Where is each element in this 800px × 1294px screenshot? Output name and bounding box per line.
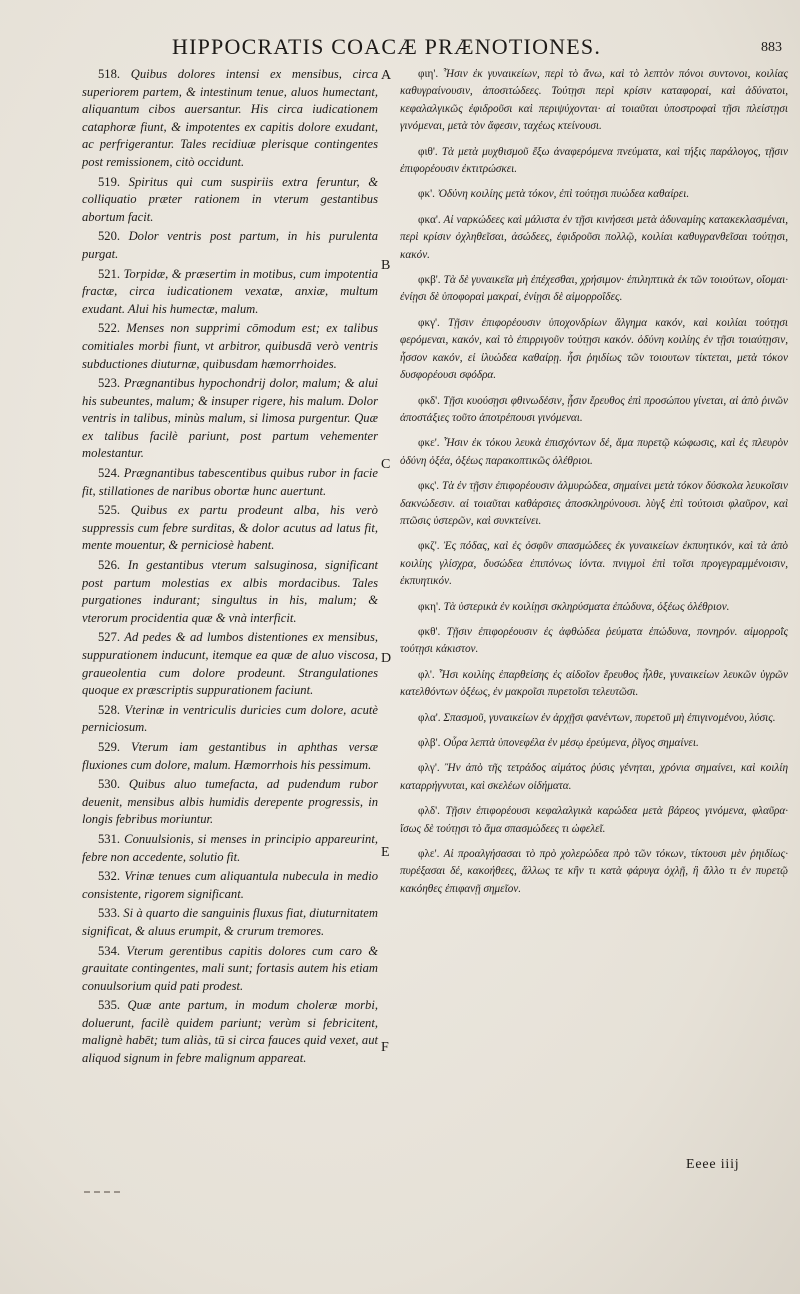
entry-number: 535. [98,998,121,1013]
latin-entry [82,320,378,373]
entry-number: φκβ'. [418,274,441,287]
signature-mark: Eeee iiij [686,1157,740,1172]
entry-text: Dolor ventris post partum, in his purulenta purgat. [82,229,378,261]
greek-entry [400,760,788,795]
latin-entry [82,266,378,319]
entry-text: Si à quarto die sanguinis fluxus fiat, diuturnitatem significat, & aluus erumpit, & crurum tremores. [82,906,378,938]
entry-text: Τῇσιν ἐπιφορέουσιν ἐς ἀφθώδεα ῥεύματα ἐπώδυνα, πονηρόν. αἱμορροῒς τούτῃσι κάκιστον. [400,625,788,656]
entry-number: 521. [98,266,121,281]
entry-number: φκθ'. [418,625,441,638]
latin-entry [82,831,378,866]
greek-entry [400,538,788,590]
entry-text: Vterum gerentibus capitis dolores cum caro & grauitate contingentes, mali sunt; fortasis autem his etiam conuulsorium quid pati prodest. [82,943,379,993]
entry-text: Vterum iam gestantibus in aphthas versæ fluxiones cum dolore, malum. Hæmorrhois his pessimum. [82,739,378,772]
greek-entry [400,144,788,179]
entry-text: Τὰ ὑστερικὰ ἐν κοιλίῃσι σκληρύσματα ἐπώδυνα, ὀξέως ὀλέθριον. [443,600,730,613]
greek-entry [400,710,788,727]
greek-column [400,66,788,906]
margin-marker-a: A [381,68,392,83]
entry-number: φκς'. [418,480,440,493]
latin-entry [82,702,378,737]
entry-text: Τὰ μετὰ μυχθισμοῦ ἔξω ἀναφερόμενα πνεύματα, καὶ τήξις παράλογος, τῇσιν ἐπιφορέουσιν ἐκτιτρώσκει. [400,145,789,176]
entry-number: 531. [98,831,121,846]
ink-mark-decoration [84,1183,120,1193]
entry-text: Ἧσιν ἐκ γυναικείων, περὶ τὸ ἄνω, καὶ τὸ λεπτὸν πόνοι συντονοι, κοιλίας καθυγραίνουσιν, ἀποσιτώδεες. Τούτῃσι περὶ κρίσιν καταφοραί, καὶ ἀδύνατοι, κεφαλαλγικῶς ἐφιδροῦσι καὶ περιψύχονται· αἱ τοιαῦται ὑποστροφαὶ τῇσι πλείστῃσι γινόμεναι, μετὰ τὸν ἄφεσιν, ταχέως κτείνουσι. [400,68,788,133]
entry-text: Conuulsionis, si menses in principio appareurint, febre non accedente, solutio fit. [82,831,378,864]
entry-number: φκδ'. [418,394,440,407]
entry-text: Quibus aluo tumefacta, ad pudendum rubor deuenit, mensibus albis humidis derepente progressis, in longis febribus moriuntur. [82,777,378,827]
margin-marker-b: B [381,258,391,273]
entry-number: φλε'. [418,848,440,861]
entry-text: Ὀδύνη κοιλίης μετὰ τόκον, ἐπὶ τούτῃσι πυώδεα καθαίρει. [437,188,690,201]
entry-number: 524. [98,466,121,481]
greek-entry [400,667,788,702]
latin-entry [82,997,378,1067]
margin-marker-f: F [381,1040,389,1055]
entry-text: Αἱ προαλγήσασαι τὸ πρὸ χολερώδεα πρὸ τῶν τόκων, τίκτουσι μὲν ῥηιδίως· πυρέξασαι δέ, κακοήθεες, ἄλλως τε κἢν τι κατὰ φάρυγα ὀχλῇ, ἢ ἄλλο τι ἐν πυρετῷ κακόηθες ἐπιφανῇ σημεῖον. [400,848,788,895]
entry-number: φκα'. [418,213,441,226]
entry-text: Ἢν ἀπὸ τῆς τετράδος αἱμάτος ῥύσις γένηται, χρόνια σημαίνει, καὶ κοιλίη καταρρήγνυται, καὶ σκελέων οἰδήματα. [400,762,788,792]
entry-number: φκη'. [418,600,441,613]
entry-number: φκ'. [418,188,435,201]
greek-entry [400,212,788,264]
greek-entry [400,735,788,752]
latin-entry [82,629,378,699]
latin-entry [82,375,378,463]
entry-number: φιθ'. [418,145,438,158]
greek-entry [400,435,788,470]
entry-text: Τῇσι κυούσῃσι φθινωδέσιν, ᾗσιν ἔρευθος ἐπὶ προσώπου γίνεται, αἱ ἀπὸ ῥινῶν ἀποστάξιες τοῦτο ἀποτρέπουσι γινόμεναι. [400,394,789,424]
greek-entry [400,66,788,136]
page-number: 883 [761,40,782,55]
entry-number: 522. [98,321,121,336]
entry-text: Τῇσιν ἐπιφορέουσιν ὑποχονδρίων ἄλγημα κακόν, καὶ κοιλίαι τούτῃσι φερόμεναι, κακόν, καὶ τὸ ἐπιρριγοῦν τούτῃσι κακόν. ὀδύνη κοιλίης ἐν τῇσι τοιαύτῃσιν, ἧσσον κακόν, εἰ ἰλυώδεα καθαίρῃ. ἧσι ῥηιδίως τῶν τοιουτων τίκτεται, μετὰ τόκον δυσφορέουσι σφόδρα. [400,316,788,382]
latin-entry [82,174,378,227]
entry-text: Ad pedes & ad lumbos distentiones ex mensibus, suppurationem inducunt, itemque ea quæ de aluo viscosa, graueolentia cum dolore prodeunt. Strangulationes quoque ex præscriptis suppurationem faciunt. [82,630,378,698]
greek-entry [400,624,788,659]
entry-text: Ἧσι κοιλίης ἐπαρθείσης ἐς αἰδοῖον ἔρευθος ἦλθε, γυναικείων λευκῶν ὑγρῶν κατελθόντων ὀξέως, ἐν μακροῖσι πυρετοῖσι τελευτῶσι. [400,668,788,699]
margin-marker-c: C [381,457,391,472]
entry-text: Vrinæ tenues cum aliquantula nubecula in medio consistente, rigorem significant. [82,869,378,901]
latin-entry [82,943,378,996]
entry-number: 523. [98,376,121,391]
latin-entry [82,776,378,829]
entry-text: Menses non supprimi cōmodum est; ex talibus comitiales morbi fiunt, vt arbitror, quibusdā verò ventris subductiones diuturnæ, quibusdam hæmorrhoides. [82,321,378,371]
page-title: HIPPOCRATIS COACÆ PRÆNOTIONES. [172,34,602,59]
greek-entry [400,803,788,838]
entry-number: 526. [98,558,121,573]
entry-text: Τῇσιν ἐπιφορέουσι κεφαλαλγικὰ καρώδεα μετὰ βάρεος γινόμενα, φλαῦρα· ἴσως δὲ τούτῃσι τὸ ἅμα σπασμώδεες τι ὠφελεῖ. [400,805,789,835]
latin-entry [82,228,378,263]
entry-text: Σπασμοῦ, γυναικείων ἐν ἀρχῇσι φανέντων, πυρετοῦ μὴ ἐπιγινομένου, λύσις. [443,711,776,724]
entry-text: Quibus ex partu prodeunt alba, his verò suppressis cum febre surditas, & dolor acutus ad latus fit, mente mouentur, & perniciosè habent. [82,503,378,553]
entry-text: Quæ ante partum, in modum choleræ morbi, doluerunt, facilè quidem pariunt; verùm si febricitent, malignè habēt; tum aliàs, tū si circa fauces quid vexet, aut aliquod signum in febre malignum appareat. [82,998,378,1066]
entry-number: 527. [98,630,121,645]
latin-entry [82,557,378,627]
margin-marker-e: E [381,845,390,860]
greek-entry [400,846,788,898]
latin-entry [82,905,378,940]
entry-number: φκγ'. [418,316,440,329]
entry-number: φλγ'. [418,762,440,775]
greek-entry [400,599,788,616]
greek-entry [400,478,788,530]
latin-entry [82,739,378,774]
entry-number: 533. [98,906,121,921]
greek-entry [400,315,788,385]
entry-text: Οὖρα λεπτὰ ὑπονεφέλα ἐν μέσῳ ἐρεύμενα, ῥῖγος σημαίνει. [443,737,699,749]
entry-number: φιη'. [418,68,439,80]
entry-number: 528. [98,702,121,717]
entry-text: Ἐς πόδας, καὶ ἐς ὀσφῦν σπασμώδεες ἐκ γυναικείων ἐκπυητικόν, καὶ τὰ ἀπὸ κοιλίης γλίσχρα, δυσώδεα ἐπιπόνως ἰόντα. πνιγμοὶ ἐπὶ τοῖσι προγεγραμμένοισιν, ἐκπυητικόν. [400,540,789,588]
entry-number: 518. [98,67,121,81]
entry-text: Spiritus qui cum suspiriis extra feruntur, & colliquatio præter rationem in vterum gestantibus abortum facit. [82,174,378,224]
entry-number: φλδ'. [418,805,440,818]
entry-text: Vterinæ in ventriculis duricies cum dolore, acutè perniciosum. [82,702,378,735]
entry-text: Τὰ ἐν τῇσιν ἐπιφορέουσιν ἁλμυρώδεα, σημαίνει μετὰ τόκον δύσκολα λευκοῖσιν δακνώδεσιν. αἱ τοιαῦται καθάρσιες ἀποσκληρύνουσι. λὺγξ ἐπὶ τούτοισι φλαῦρον, καὶ πτῶσις ὑστερῶν, καὶ συνκτείνει. [400,480,788,527]
running-head [0,32,800,62]
entry-number: 532. [98,869,121,884]
entry-number: φλ'. [418,668,435,681]
entry-number: 519. [98,174,121,189]
entry-number: 520. [98,229,121,244]
greek-entry [400,393,788,428]
entry-number: φλα'. [418,711,441,724]
entry-text: Prægnantibus tabescentibus quibus rubor in facie fit, stillationes de naribus obortæ hunc auertunt. [82,466,378,498]
latin-entry [82,66,378,172]
entry-text: In gestantibus vterum salsuginosa, significant post partum molestias ex albis mordacibus. Tales purgationes indurant; singultus in his, malum; & vterorum procidentia quæ & vnà interficit. [82,558,379,625]
margin-marker-d: D [381,651,392,666]
entry-number: φκε'. [418,437,440,450]
greek-entry [400,272,788,307]
entry-text: Τὰ δὲ γυναικεῖα μὴ ἐπέχεσθαι, χρήσιμον· ἐπιληπτικὰ ἐκ τῶν τοιούτων, οἴομαι· ἐνίῃσι δὲ ὑποφοραὶ μακραί, ἐνίῃσι δὲ αἱμορροΐδες. [400,274,789,304]
entry-number: 534. [98,943,121,958]
entry-number: 530. [98,777,121,792]
entry-text: Αἱ ναρκώδεες καὶ μάλιστα ἐν τῇσι κινήσεσι μετὰ ἀδυναμίης κατακεκλασμέναι, περὶ κρίσιν ὀχληθεῖσαι, ἀσώδεες, ἐφιδροῦσι πολλῷ, κοιλίαι καθυγρανθεῖσαι τούτῃσι, κακόν. [400,213,788,261]
entry-text: Ἧσιν ἐκ τόκου λευκὰ ἐπισχόντων δέ, ἅμα πυρετῷ κώφωσις, καὶ ἐς πλευρὸν ὀδύνη ὀξέα, ὀξέως παρακοπτικῶς ὀλέθριοι. [400,437,788,467]
latin-entry [82,868,378,903]
entry-text: Prægnantibus hypochondrij dolor, malum; & alui his subeuntes, malum; & insuper rigere, his malum. Dolor ventris in talibus, minùs malum, si limosa purgentur. Quæ ex talibus facilè pariunt, post partum vehementer molestantur. [82,376,378,461]
entry-text: Quibus dolores intensi ex mensibus, circa superiorem partem, & intestinum tenue, aluos humectant, aliquantum cibos auersantur. His circa iudicationem cataphoræ fiunt, & impotentes ex capitis dolore exudant, ac perfrigerantur. Tales recidiuæ plerisque contingentes post remissionem, citò occidunt. [82,67,378,169]
latin-entry [82,465,378,500]
entry-text: Torpidæ, & præsertim in motibus, cum impotentia fractæ, circa iudicationem vexatæ, anxiæ, multum exudant. Alui his humectæ, malum. [82,266,378,316]
greek-entry [400,186,788,203]
entry-number: 529. [98,739,121,754]
entry-number: φκζ'. [418,540,440,553]
latin-column [82,66,378,1070]
entry-number: φλβ'. [418,737,441,749]
entry-number: 525. [98,503,121,518]
latin-entry [82,502,378,555]
